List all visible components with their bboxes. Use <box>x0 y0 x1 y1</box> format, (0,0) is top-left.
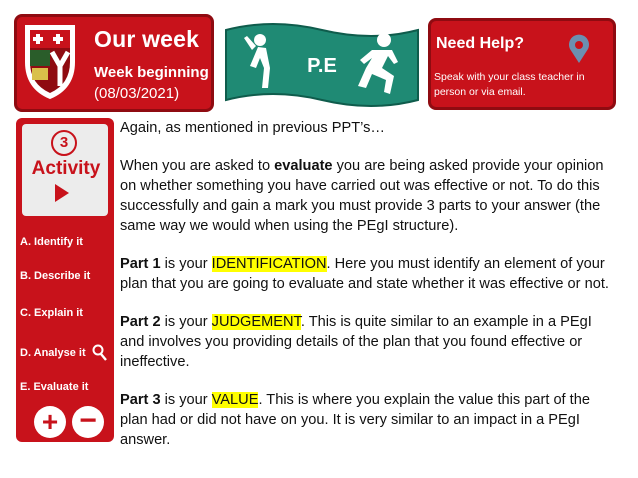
activity-number-badge: 3 <box>51 130 77 156</box>
content-body <box>120 118 620 468</box>
minus-icon: − <box>72 406 104 438</box>
part1-paragraph: Part 1 is your IDENTIFICATION. Here you must identify an element of your plan that you are going to evaluate and state whether it was effective or not. <box>120 256 609 292</box>
pe-banner <box>222 16 422 112</box>
plus-icon: + <box>34 406 66 438</box>
help-text: Speak with your class teacher in person or via email. <box>434 71 585 98</box>
part2-paragraph: Part 2 is your JUDGEMENT. This is quite similar to an example in a PEgI and involves you providing details of the plan that you found effective or ineffective. <box>120 314 592 370</box>
step-analyse: D. Analyse it <box>20 347 86 359</box>
activity-heading: Activity <box>31 158 101 179</box>
magnifier-icon <box>92 344 108 362</box>
part3-paragraph: Part 3 is your VALUE. This is where you explain the value this part of the plan had or did not have on you. It is very similar to an impact in a PEgI answer. <box>120 392 590 448</box>
value-highlight: VALUE <box>211 392 259 408</box>
play-icon <box>55 184 69 202</box>
step-evaluate: E. Evaluate it <box>20 381 89 393</box>
judgement-highlight: JUDGEMENT <box>211 314 301 330</box>
intro-paragraph: Again, as mentioned in previous PPT’s… <box>120 120 385 136</box>
step-describe: B. Describe it <box>20 270 91 282</box>
subject-label: P.E <box>307 55 337 77</box>
help-title: Need Help? <box>436 35 525 52</box>
location-pin-icon <box>566 34 592 64</box>
week-label: Week beginning <box>94 64 209 81</box>
identification-highlight: IDENTIFICATION <box>211 256 327 272</box>
page-title: Our week <box>94 26 200 52</box>
evaluate-paragraph: When you are asked to evaluate you are being asked provide your opinion on whether something you have carried out was effective or not. To do this successfully and gain a mark you must provide 3 parts to your answer (the same way we would when using the PEgI structure). <box>120 158 604 234</box>
school-crest-icon <box>22 22 78 100</box>
step-explain: C. Explain it <box>20 307 83 319</box>
week-date: (08/03/2021) <box>94 85 180 102</box>
step-identify: A. Identify it <box>20 236 83 248</box>
